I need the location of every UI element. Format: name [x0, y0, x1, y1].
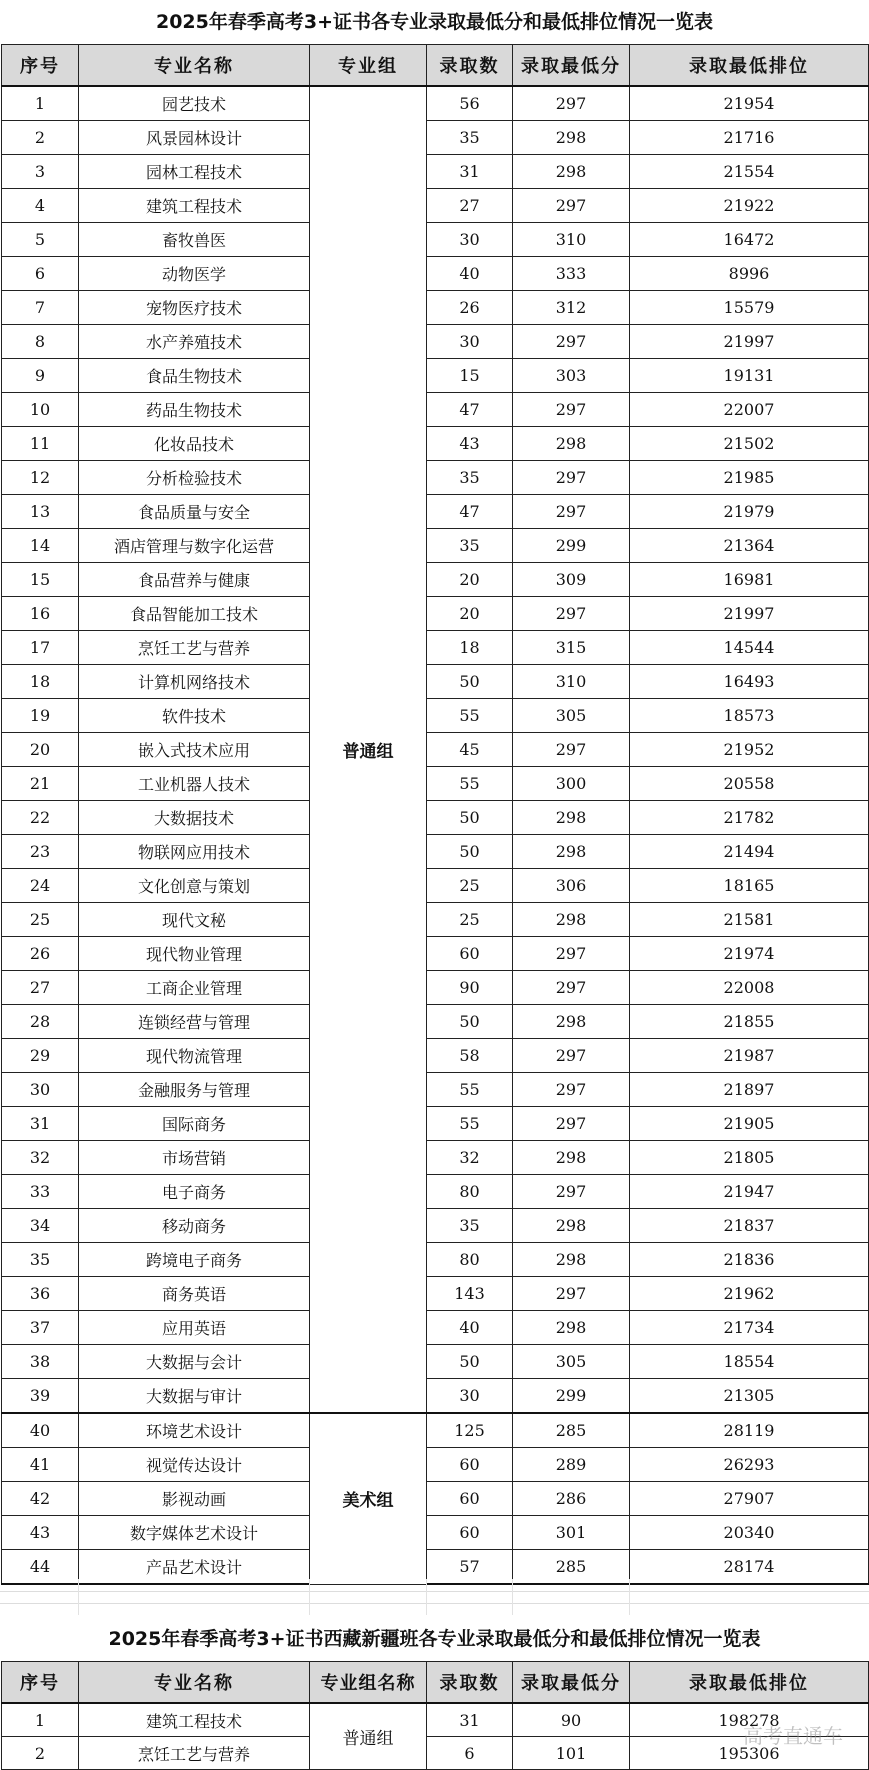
header-group-name: 专业组名称	[310, 1662, 427, 1704]
row-no: 26	[2, 937, 79, 971]
major-name: 宠物医疗技术	[79, 291, 310, 325]
min-score: 297	[513, 597, 630, 631]
table-row	[2, 189, 869, 223]
min-rank: 28174	[630, 1550, 869, 1585]
major-name: 软件技术	[79, 699, 310, 733]
min-score: 299	[513, 1379, 630, 1414]
row-no: 44	[2, 1550, 79, 1585]
table-row	[2, 495, 869, 529]
table-row	[2, 597, 869, 631]
min-rank: 21554	[630, 155, 869, 189]
table1-title: 2025年春季高考3+证书各专业录取最低分和最低排位情况一览表	[155, 11, 714, 33]
row-no: 13	[2, 495, 79, 529]
min-rank: 27907	[630, 1482, 869, 1516]
min-score: 298	[513, 1005, 630, 1039]
row-no: 29	[2, 1039, 79, 1073]
header-no: 序号	[2, 1662, 79, 1704]
min-rank: 21805	[630, 1141, 869, 1175]
min-score: 297	[513, 733, 630, 767]
table-row	[2, 801, 869, 835]
admit-count: 43	[427, 427, 513, 461]
admit-count: 18	[427, 631, 513, 665]
admit-count: 60	[427, 1482, 513, 1516]
major-name: 烹饪工艺与营养	[79, 631, 310, 665]
table-row	[2, 1209, 869, 1243]
min-rank: 22008	[630, 971, 869, 1005]
row-no: 28	[2, 1005, 79, 1039]
major-name: 园艺技术	[79, 86, 310, 121]
min-score: 310	[513, 223, 630, 257]
admit-count: 143	[427, 1277, 513, 1311]
min-score: 297	[513, 1039, 630, 1073]
row-no: 2	[2, 121, 79, 155]
major-name: 跨境电子商务	[79, 1243, 310, 1277]
major-name: 工业机器人技术	[79, 767, 310, 801]
table-row	[2, 291, 869, 325]
min-rank: 28119	[630, 1413, 869, 1448]
major-name: 水产养殖技术	[79, 325, 310, 359]
row-no: 6	[2, 257, 79, 291]
row-no: 23	[2, 835, 79, 869]
min-rank: 21987	[630, 1039, 869, 1073]
admit-count: 35	[427, 529, 513, 563]
row-no: 18	[2, 665, 79, 699]
min-score: 310	[513, 665, 630, 699]
min-score: 297	[513, 86, 630, 121]
row-no: 3	[2, 155, 79, 189]
major-name: 产品艺术设计	[79, 1550, 310, 1585]
min-score: 297	[513, 325, 630, 359]
min-rank: 198278	[630, 1703, 869, 1737]
admit-count: 20	[427, 597, 513, 631]
min-rank: 21364	[630, 529, 869, 563]
major-name: 连锁经营与管理	[79, 1005, 310, 1039]
min-rank: 21985	[630, 461, 869, 495]
table2-title: 2025年春季高考3+证书西藏新疆班各专业录取最低分和最低排位情况一览表	[108, 1628, 761, 1650]
row-no: 37	[2, 1311, 79, 1345]
major-name: 移动商务	[79, 1209, 310, 1243]
major-name: 食品智能加工技术	[79, 597, 310, 631]
admit-count: 80	[427, 1175, 513, 1209]
table-row	[2, 1703, 869, 1737]
admit-count: 47	[427, 393, 513, 427]
major-name: 大数据与会计	[79, 1345, 310, 1379]
major-name: 数字媒体艺术设计	[79, 1516, 310, 1550]
table2-header-row	[2, 1662, 869, 1704]
major-name: 现代物业管理	[79, 937, 310, 971]
table-row	[2, 1448, 869, 1482]
min-rank: 21947	[630, 1175, 869, 1209]
min-score: 301	[513, 1516, 630, 1550]
admit-count: 60	[427, 1448, 513, 1482]
major-name: 现代文秘	[79, 903, 310, 937]
major-name: 食品生物技术	[79, 359, 310, 393]
min-rank: 21954	[630, 86, 869, 121]
major-name: 园林工程技术	[79, 155, 310, 189]
min-score: 297	[513, 461, 630, 495]
admit-count: 35	[427, 121, 513, 155]
min-score: 298	[513, 155, 630, 189]
min-rank: 21855	[630, 1005, 869, 1039]
admit-count: 35	[427, 1209, 513, 1243]
min-rank: 18554	[630, 1345, 869, 1379]
admit-count: 50	[427, 835, 513, 869]
admit-count: 27	[427, 189, 513, 223]
major-name: 计算机网络技术	[79, 665, 310, 699]
major-name: 工商企业管理	[79, 971, 310, 1005]
row-no: 17	[2, 631, 79, 665]
spacer-rows	[0, 1579, 869, 1615]
header-min-rank: 录取最低排位	[630, 1662, 869, 1704]
major-name: 物联网应用技术	[79, 835, 310, 869]
row-no: 4	[2, 189, 79, 223]
row-no: 19	[2, 699, 79, 733]
admit-count: 47	[427, 495, 513, 529]
min-score: 298	[513, 1243, 630, 1277]
major-name: 文化创意与策划	[79, 869, 310, 903]
row-no: 33	[2, 1175, 79, 1209]
admit-count: 55	[427, 1073, 513, 1107]
header-min-score: 录取最低分	[513, 45, 630, 87]
table-row	[2, 257, 869, 291]
admit-count: 57	[427, 1550, 513, 1585]
min-score: 315	[513, 631, 630, 665]
header-group: 专业组	[310, 45, 427, 87]
row-no: 1	[2, 1703, 79, 1737]
header-major: 专业名称	[79, 45, 310, 87]
table-row	[2, 1175, 869, 1209]
major-name: 国际商务	[79, 1107, 310, 1141]
header-min-rank: 录取最低排位	[630, 45, 869, 87]
admission-table	[1, 44, 869, 1585]
admit-count: 30	[427, 325, 513, 359]
min-score: 297	[513, 1073, 630, 1107]
min-rank: 21494	[630, 835, 869, 869]
min-score: 312	[513, 291, 630, 325]
major-name: 金融服务与管理	[79, 1073, 310, 1107]
admit-count: 25	[427, 869, 513, 903]
major-name: 大数据技术	[79, 801, 310, 835]
min-rank: 19131	[630, 359, 869, 393]
row-no: 36	[2, 1277, 79, 1311]
min-rank: 21922	[630, 189, 869, 223]
table-row	[2, 699, 869, 733]
min-rank: 21962	[630, 1277, 869, 1311]
row-no: 11	[2, 427, 79, 461]
table-row	[2, 835, 869, 869]
min-rank: 16981	[630, 563, 869, 597]
min-score: 101	[513, 1737, 630, 1770]
min-rank: 21837	[630, 1209, 869, 1243]
row-no: 16	[2, 597, 79, 631]
row-no: 24	[2, 869, 79, 903]
admit-count: 56	[427, 86, 513, 121]
admit-count: 35	[427, 461, 513, 495]
header-no: 序号	[2, 45, 79, 87]
min-score: 297	[513, 971, 630, 1005]
admit-count: 55	[427, 767, 513, 801]
row-no: 5	[2, 223, 79, 257]
major-name: 现代物流管理	[79, 1039, 310, 1073]
row-no: 14	[2, 529, 79, 563]
min-rank: 21979	[630, 495, 869, 529]
table-row	[2, 1243, 869, 1277]
min-rank: 18165	[630, 869, 869, 903]
header-major: 专业名称	[79, 1662, 310, 1704]
min-rank: 16472	[630, 223, 869, 257]
table-row	[2, 1482, 869, 1516]
tibet-xinjiang-table	[1, 1661, 869, 1770]
min-rank: 21997	[630, 597, 869, 631]
admit-count: 45	[427, 733, 513, 767]
group-cell: 普通组	[310, 1703, 427, 1770]
min-score: 297	[513, 1277, 630, 1311]
min-score: 309	[513, 563, 630, 597]
min-rank: 21897	[630, 1073, 869, 1107]
row-no: 39	[2, 1379, 79, 1414]
min-score: 285	[513, 1550, 630, 1585]
min-rank: 16493	[630, 665, 869, 699]
row-no: 22	[2, 801, 79, 835]
row-no: 43	[2, 1516, 79, 1550]
row-no: 30	[2, 1073, 79, 1107]
admit-count: 31	[427, 155, 513, 189]
table-row	[2, 869, 869, 903]
row-no: 42	[2, 1482, 79, 1516]
admit-count: 55	[427, 1107, 513, 1141]
table-row	[2, 393, 869, 427]
row-no: 2	[2, 1737, 79, 1770]
table-row	[2, 86, 869, 121]
min-score: 298	[513, 1141, 630, 1175]
min-rank: 20558	[630, 767, 869, 801]
row-no: 8	[2, 325, 79, 359]
row-no: 35	[2, 1243, 79, 1277]
admit-count: 15	[427, 359, 513, 393]
major-name: 化妆品技术	[79, 427, 310, 461]
row-no: 20	[2, 733, 79, 767]
major-name: 食品营养与健康	[79, 563, 310, 597]
group-cell: 美术组	[310, 1413, 427, 1584]
admit-count: 40	[427, 1311, 513, 1345]
major-name: 嵌入式技术应用	[79, 733, 310, 767]
table-row	[2, 121, 869, 155]
min-rank: 21581	[630, 903, 869, 937]
min-score: 306	[513, 869, 630, 903]
min-rank: 22007	[630, 393, 869, 427]
watermark: 高考直通车	[743, 1724, 843, 1748]
min-score: 298	[513, 801, 630, 835]
row-no: 32	[2, 1141, 79, 1175]
table-row	[2, 461, 869, 495]
admit-count: 50	[427, 801, 513, 835]
group-cell: 普通组	[310, 86, 427, 1413]
admit-count: 40	[427, 257, 513, 291]
major-name: 建筑工程技术	[79, 1703, 310, 1737]
min-score: 297	[513, 1175, 630, 1209]
min-rank: 21836	[630, 1243, 869, 1277]
min-rank: 21905	[630, 1107, 869, 1141]
min-rank: 21716	[630, 121, 869, 155]
min-rank: 21974	[630, 937, 869, 971]
admit-count: 55	[427, 699, 513, 733]
min-score: 298	[513, 903, 630, 937]
min-score: 333	[513, 257, 630, 291]
min-score: 303	[513, 359, 630, 393]
row-no: 31	[2, 1107, 79, 1141]
table-row	[2, 1005, 869, 1039]
table-row	[2, 1737, 869, 1770]
min-rank: 21997	[630, 325, 869, 359]
row-no: 41	[2, 1448, 79, 1482]
admit-count: 60	[427, 1516, 513, 1550]
admit-count: 25	[427, 903, 513, 937]
row-no: 15	[2, 563, 79, 597]
major-name: 食品质量与安全	[79, 495, 310, 529]
table1-header-row	[2, 45, 869, 87]
major-name: 视觉传达设计	[79, 1448, 310, 1482]
table-row	[2, 767, 869, 801]
table-row	[2, 223, 869, 257]
admit-count: 50	[427, 1005, 513, 1039]
min-rank: 21952	[630, 733, 869, 767]
admit-count: 80	[427, 1243, 513, 1277]
admit-count: 90	[427, 971, 513, 1005]
table-row	[2, 1277, 869, 1311]
major-name: 应用英语	[79, 1311, 310, 1345]
min-score: 297	[513, 937, 630, 971]
table-row	[2, 1413, 869, 1448]
table-row	[2, 563, 869, 597]
table-row	[2, 903, 869, 937]
admit-count: 50	[427, 665, 513, 699]
row-no: 10	[2, 393, 79, 427]
row-no: 9	[2, 359, 79, 393]
major-name: 动物医学	[79, 257, 310, 291]
min-score: 298	[513, 1209, 630, 1243]
row-no: 27	[2, 971, 79, 1005]
admit-count: 58	[427, 1039, 513, 1073]
table-row	[2, 733, 869, 767]
min-score: 305	[513, 1345, 630, 1379]
header-min-score: 录取最低分	[513, 1662, 630, 1704]
min-rank: 14544	[630, 631, 869, 665]
admit-count: 20	[427, 563, 513, 597]
row-no: 38	[2, 1345, 79, 1379]
table-row	[2, 971, 869, 1005]
admit-count: 30	[427, 223, 513, 257]
min-score: 298	[513, 835, 630, 869]
min-score: 298	[513, 121, 630, 155]
major-name: 电子商务	[79, 1175, 310, 1209]
table-row	[2, 1107, 869, 1141]
table-row	[2, 1311, 869, 1345]
table-row	[2, 665, 869, 699]
table-row	[2, 1345, 869, 1379]
admit-count: 26	[427, 291, 513, 325]
major-name: 风景园林设计	[79, 121, 310, 155]
major-name: 商务英语	[79, 1277, 310, 1311]
admit-count: 60	[427, 937, 513, 971]
admit-count: 6	[427, 1737, 513, 1770]
header-count: 录取数	[427, 45, 513, 87]
row-no: 25	[2, 903, 79, 937]
min-score: 305	[513, 699, 630, 733]
table-row	[2, 155, 869, 189]
admit-count: 50	[427, 1345, 513, 1379]
major-name: 畜牧兽医	[79, 223, 310, 257]
table-row	[2, 1379, 869, 1414]
min-rank: 21305	[630, 1379, 869, 1414]
min-score: 297	[513, 189, 630, 223]
major-name: 市场营销	[79, 1141, 310, 1175]
table-row	[2, 325, 869, 359]
table-row	[2, 427, 869, 461]
min-rank: 21734	[630, 1311, 869, 1345]
row-no: 12	[2, 461, 79, 495]
min-score: 285	[513, 1413, 630, 1448]
min-score: 289	[513, 1448, 630, 1482]
admit-count: 32	[427, 1141, 513, 1175]
min-rank: 20340	[630, 1516, 869, 1550]
row-no: 21	[2, 767, 79, 801]
major-name: 影视动画	[79, 1482, 310, 1516]
admit-count: 125	[427, 1413, 513, 1448]
min-score: 298	[513, 427, 630, 461]
row-no: 7	[2, 291, 79, 325]
major-name: 建筑工程技术	[79, 189, 310, 223]
table-row	[2, 529, 869, 563]
major-name: 分析检验技术	[79, 461, 310, 495]
min-score: 297	[513, 393, 630, 427]
min-rank: 15579	[630, 291, 869, 325]
min-rank: 21782	[630, 801, 869, 835]
major-name: 酒店管理与数字化运营	[79, 529, 310, 563]
major-name: 大数据与审计	[79, 1379, 310, 1414]
table-row	[2, 631, 869, 665]
row-no: 40	[2, 1413, 79, 1448]
min-score: 90	[513, 1703, 630, 1737]
min-score: 299	[513, 529, 630, 563]
table-row	[2, 359, 869, 393]
major-name: 环境艺术设计	[79, 1413, 310, 1448]
table-row	[2, 1516, 869, 1550]
min-rank: 21502	[630, 427, 869, 461]
table-row	[2, 1073, 869, 1107]
min-score: 286	[513, 1482, 630, 1516]
min-rank: 195306	[630, 1737, 869, 1770]
min-rank: 26293	[630, 1448, 869, 1482]
min-rank: 18573	[630, 699, 869, 733]
header-count: 录取数	[427, 1662, 513, 1704]
admit-count: 31	[427, 1703, 513, 1737]
min-score: 297	[513, 495, 630, 529]
row-no: 34	[2, 1209, 79, 1243]
min-score: 298	[513, 1311, 630, 1345]
major-name: 烹饪工艺与营养	[79, 1737, 310, 1770]
row-no: 1	[2, 86, 79, 121]
major-name: 药品生物技术	[79, 393, 310, 427]
min-score: 300	[513, 767, 630, 801]
table-row	[2, 1141, 869, 1175]
min-rank: 8996	[630, 257, 869, 291]
table-row	[2, 1039, 869, 1073]
min-score: 297	[513, 1107, 630, 1141]
admit-count: 30	[427, 1379, 513, 1414]
table-row	[2, 937, 869, 971]
